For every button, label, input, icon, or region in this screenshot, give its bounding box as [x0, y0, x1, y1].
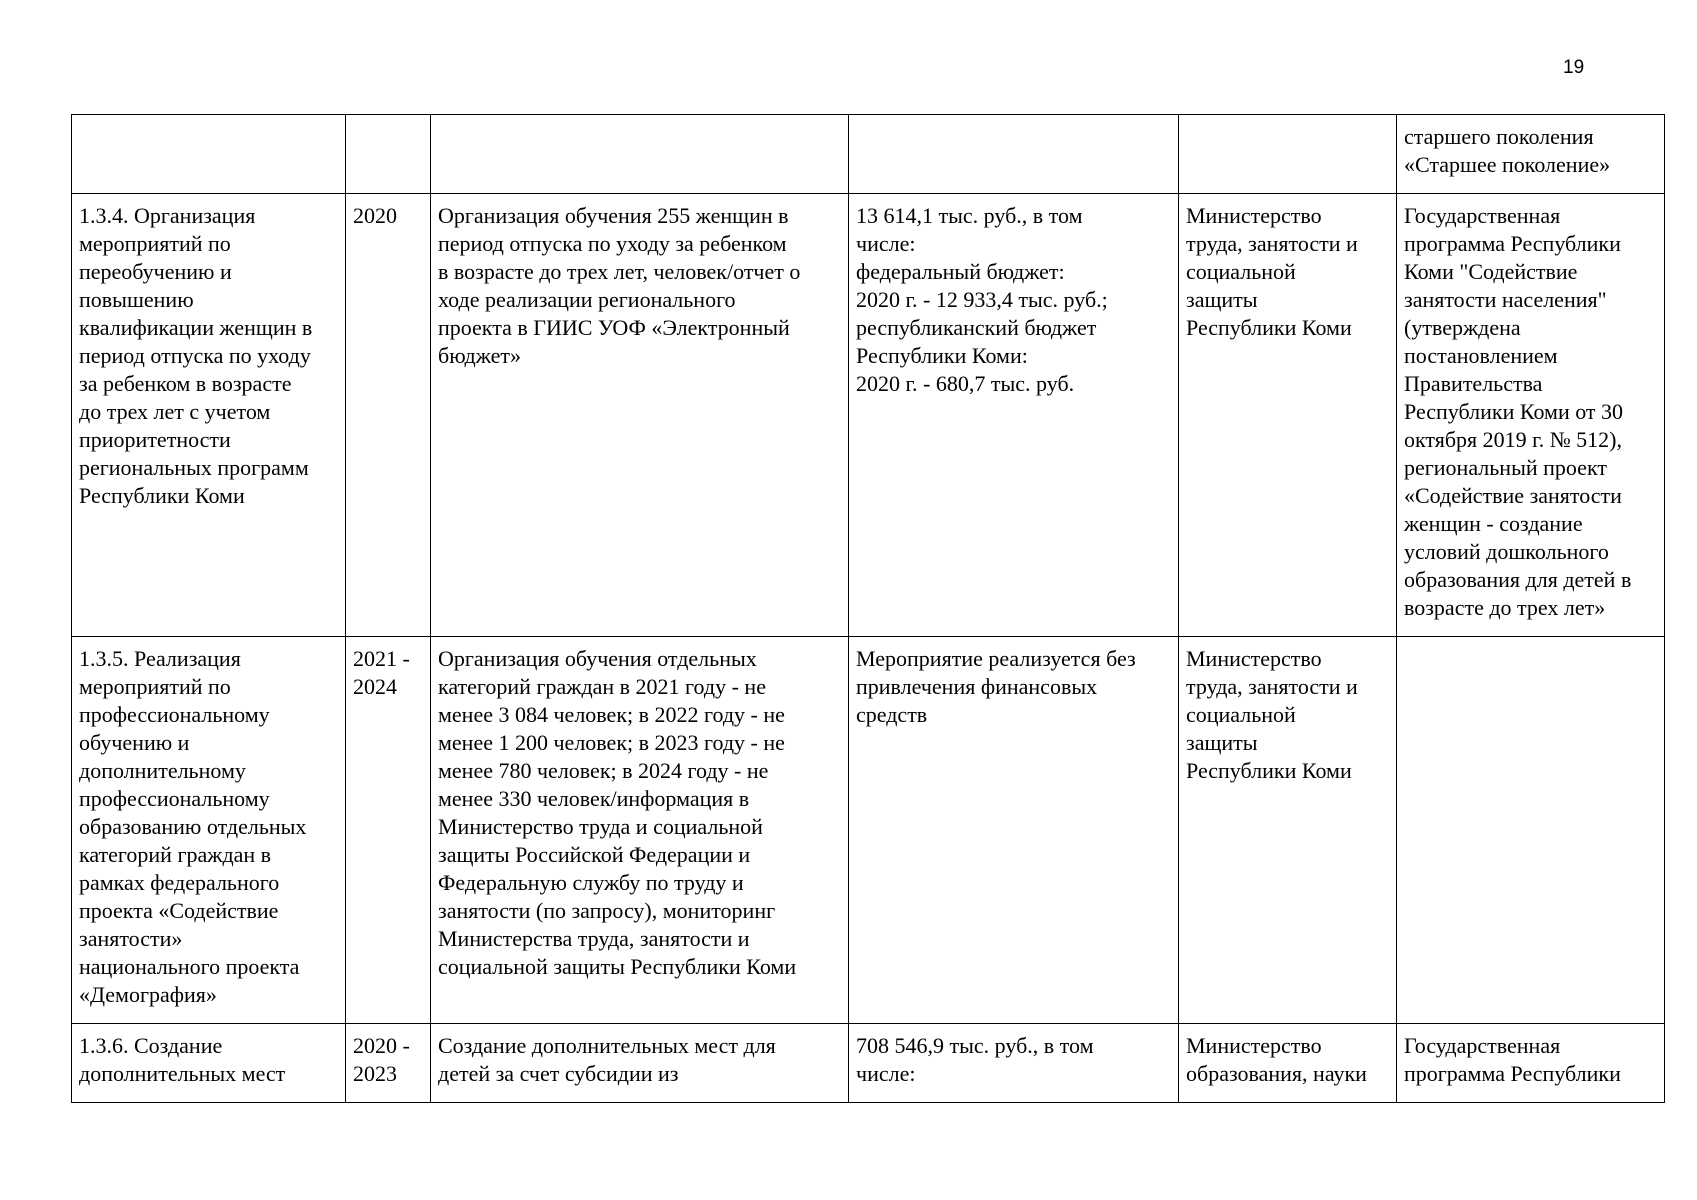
period-cell: 2021 - 2024 — [346, 637, 431, 1024]
funding-cell — [849, 115, 1179, 194]
period-cell: 2020 - 2023 — [346, 1024, 431, 1103]
page-number: 19 — [1563, 57, 1585, 78]
executor-cell: Министерство труда, занятости и социальной защиты Республики Коми — [1179, 637, 1397, 1024]
table-row — [72, 637, 1665, 1024]
table-row — [72, 1024, 1665, 1103]
event-cell: 1.3.4. Организация мероприятий по переобучению и повышению квалификации женщин в период отпуска по уходу за ребенком в возрасте до трех лет с учетом приоритетности региональных программ Республики Коми — [72, 194, 346, 637]
funding-cell: 708 546,9 тыс. руб., в том числе: — [849, 1024, 1179, 1103]
result-cell: Организация обучения отдельных категорий граждан в 2021 году - не менее 3 084 человек; в 2022 году - не менее 1 200 человек; в 2023 году - не менее 780 человек; в 2024 году - не менее 330 человек/информация в Министерство труда и социальной защиты Российской Федерации и Федеральную службу по труду и занятости (по запросу), мониторинг Министерства труда, занятости и социальной защиты Республики Коми — [431, 637, 849, 1024]
program-cell — [1397, 637, 1665, 1024]
funding-cell: Мероприятие реализуется без привлечения финансовых средств — [849, 637, 1179, 1024]
event-cell: 1.3.6. Создание дополнительных мест — [72, 1024, 346, 1103]
event-cell — [72, 115, 346, 194]
period-cell: 2020 — [346, 194, 431, 637]
period-cell — [346, 115, 431, 194]
program-cell: старшего поколения «Старшее поколение» — [1397, 115, 1665, 194]
executor-cell: Министерство труда, занятости и социальной защиты Республики Коми — [1179, 194, 1397, 637]
result-cell — [431, 115, 849, 194]
event-cell: 1.3.5. Реализация мероприятий по профессиональному обучению и дополнительному профессиональному образованию отдельных категорий граждан в рамках федерального проекта «Содействие занятости» национального проекта «Демография» — [72, 637, 346, 1024]
table-row — [72, 115, 1665, 194]
measures-table — [71, 114, 1665, 1103]
funding-cell: 13 614,1 тыс. руб., в том числе: федеральный бюджет: 2020 г. - 12 933,4 тыс. руб.; республиканский бюджет Республики Коми: 2020 г. - 680,7 тыс. руб. — [849, 194, 1179, 637]
program-cell: Государственная программа Республики Коми "Содействие занятости населения" (утверждена постановлением Правительства Республики Коми от 30 октября 2019 г. № 512), региональный проект «Содействие занятости женщин - создание условий дошкольного образования для детей в возрасте до трех лет» — [1397, 194, 1665, 637]
result-cell: Организация обучения 255 женщин в период отпуска по уходу за ребенком в возрасте до трех лет, человек/отчет о ходе реализации регионального проекта в ГИИС УОФ «Электронный бюджет» — [431, 194, 849, 637]
table-row — [72, 194, 1665, 637]
program-cell: Государственная программа Республики — [1397, 1024, 1665, 1103]
result-cell: Создание дополнительных мест для детей за счет субсидии из — [431, 1024, 849, 1103]
executor-cell: Министерство образования, науки — [1179, 1024, 1397, 1103]
executor-cell — [1179, 115, 1397, 194]
